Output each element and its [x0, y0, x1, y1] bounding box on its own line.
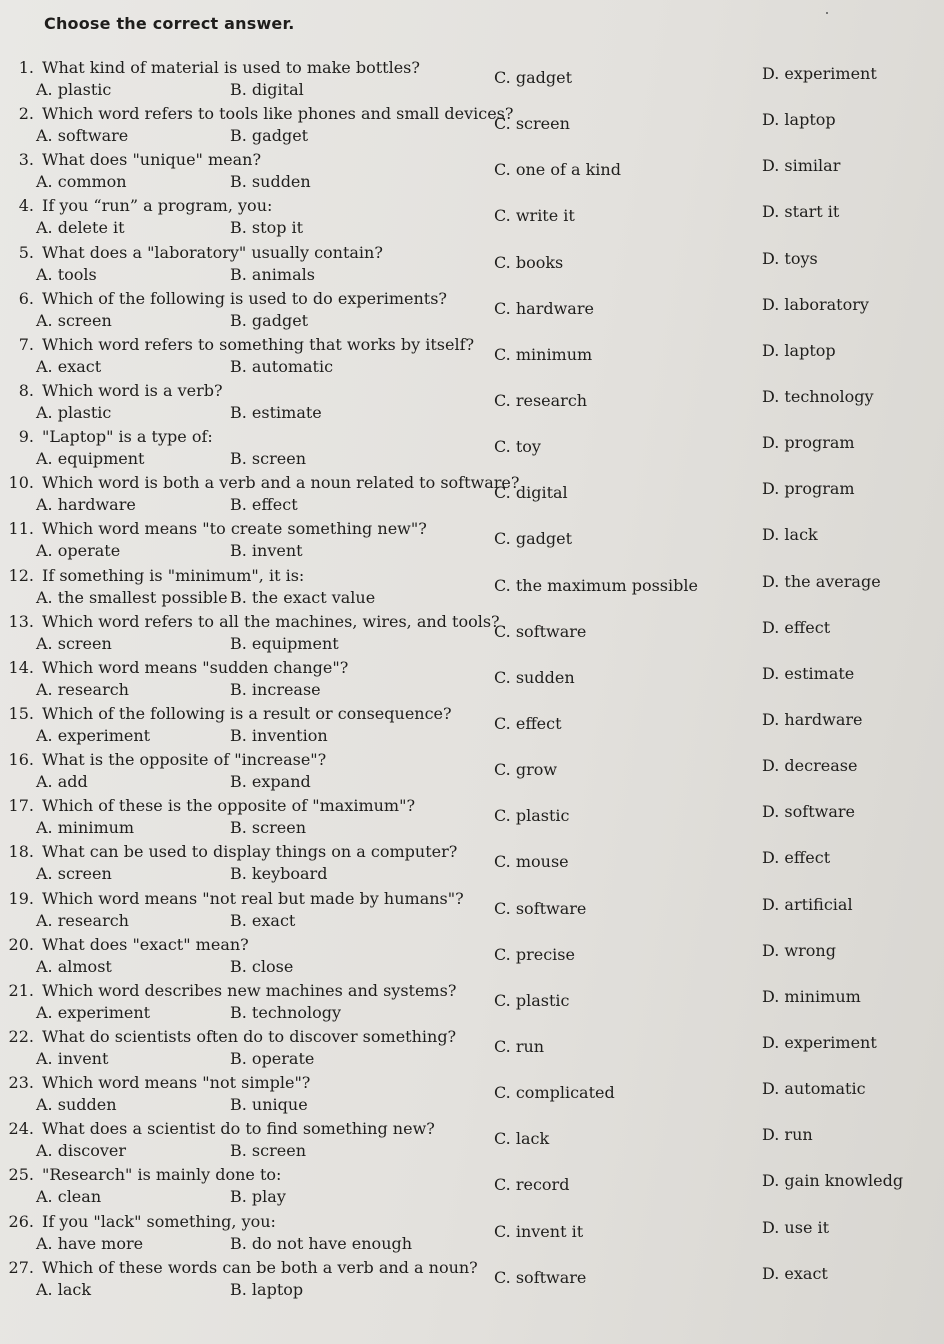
question-text [4, 842, 457, 861]
question-prompt: Which word refers to tools like phones and small devices? [42, 104, 514, 124]
option-a[interactable]: A. plastic [36, 402, 112, 422]
question-text [4, 1119, 435, 1138]
question-prompt: Which word refers to all the machines, wires, and tools? [42, 611, 500, 631]
question-number: 24. [8, 1119, 34, 1139]
option-d[interactable]: D. run [762, 1125, 813, 1145]
option-b[interactable]: B. increase [230, 679, 321, 699]
option-a[interactable]: A. exact [36, 356, 102, 376]
option-b[interactable]: B. digital [230, 80, 304, 99]
question-number: 23. [8, 1073, 34, 1093]
question-text [4, 473, 519, 492]
option-c[interactable]: C. run [494, 1036, 545, 1056]
option-b[interactable]: B. exact [230, 910, 296, 930]
question-prompt: What does "exact" mean? [42, 934, 249, 954]
option-b[interactable]: B. stop it [230, 218, 304, 238]
question-text [4, 381, 223, 400]
question-item [0, 1073, 944, 1119]
option-b[interactable]: B. screen [230, 449, 306, 469]
option-b[interactable]: B. laptop [230, 1279, 304, 1299]
question-item [0, 658, 944, 704]
question-number: 1. [18, 58, 34, 77]
option-d[interactable]: D. exact [762, 1263, 828, 1283]
option-b[interactable]: B. screen [230, 1141, 306, 1161]
question-number: 13. [8, 611, 34, 631]
question-number: 22. [8, 1026, 34, 1046]
question-text [4, 243, 383, 262]
option-b[interactable]: B. animals [230, 264, 315, 284]
option-b[interactable]: B. estimate [230, 402, 322, 422]
option-c[interactable]: C. gadget [494, 529, 573, 549]
option-a[interactable]: A. screen [36, 633, 112, 653]
option-b[interactable]: B. gadget [230, 310, 309, 330]
option-a[interactable]: A. clean [36, 1187, 102, 1207]
question-number: 18. [8, 842, 34, 862]
question-text [4, 750, 326, 769]
option-b[interactable]: B. screen [230, 818, 306, 838]
option-b[interactable]: B. technology [230, 1002, 342, 1022]
paper-speck [826, 12, 828, 14]
option-b[interactable]: B. gadget [230, 126, 309, 146]
question-prompt: If something is "minimum", it is: [42, 565, 305, 585]
question-number: 12. [8, 565, 34, 585]
question-text [4, 427, 213, 446]
question-item [0, 1212, 944, 1258]
question-prompt: What kind of material is used to make bottles? [42, 58, 420, 77]
question-item [0, 612, 944, 658]
option-c[interactable]: C. books [494, 252, 564, 272]
option-c[interactable]: C. the maximum possible [494, 575, 698, 595]
question-text [4, 935, 249, 954]
option-c[interactable]: C. grow [494, 760, 558, 780]
option-d[interactable]: D. use it [762, 1217, 830, 1237]
option-a[interactable]: A. screen [36, 310, 112, 330]
option-d[interactable]: D. toys [762, 248, 818, 268]
option-b[interactable]: B. keyboard [230, 864, 328, 884]
option-a[interactable]: A. almost [36, 956, 112, 976]
question-prompt: If you "lack" something, you: [42, 1211, 276, 1231]
question-prompt: Which word means "not real but made by humans"? [42, 888, 464, 908]
option-c[interactable]: C. software [494, 898, 587, 918]
question-number: 26. [8, 1211, 34, 1231]
option-d[interactable]: D. minimum [762, 986, 861, 1006]
question-item [0, 381, 944, 427]
option-b[interactable]: B. close [230, 956, 294, 976]
option-d[interactable]: D. decrease [762, 756, 858, 776]
question-number: 21. [8, 980, 34, 1000]
question-number: 20. [8, 934, 34, 954]
option-c[interactable]: C. plastic [494, 990, 570, 1010]
option-b[interactable]: B. play [230, 1187, 286, 1207]
option-c[interactable]: C. complicated [494, 1083, 615, 1103]
question-item [0, 704, 944, 750]
option-a[interactable]: A. hardware [36, 495, 136, 515]
question-prompt: Which of these is the opposite of "maximum"? [42, 796, 416, 816]
question-text [4, 1212, 276, 1231]
option-c[interactable]: C. invent it [494, 1221, 584, 1241]
option-b[interactable]: B. operate [230, 1048, 315, 1068]
option-d[interactable]: D. laboratory [762, 294, 869, 314]
question-item [0, 243, 944, 289]
question-text [4, 981, 456, 1000]
question-number: 3. [18, 150, 34, 170]
question-text [4, 1258, 478, 1277]
option-a[interactable]: A. screen [36, 864, 112, 884]
option-a[interactable]: A. equipment [36, 449, 145, 469]
option-a[interactable]: A. delete it [36, 218, 125, 238]
question-prompt: Which of these words can be both a verb and a noun? [42, 1257, 478, 1277]
question-prompt: Which word means "not simple"? [42, 1073, 311, 1093]
question-prompt: Which of the following is a result or consequence? [42, 703, 452, 723]
option-a[interactable]: A. discover [36, 1141, 127, 1161]
question-text [4, 1165, 281, 1184]
option-a[interactable]: A. add [36, 772, 88, 792]
question-prompt: Which word describes new machines and systems? [42, 980, 457, 1000]
question-number: 6. [18, 288, 34, 308]
question-text [4, 519, 427, 538]
option-a[interactable]: A. common [36, 172, 127, 192]
option-d[interactable]: D. hardware [762, 709, 863, 729]
option-c[interactable]: C. write it [494, 206, 575, 226]
option-a[interactable]: A. the smallest possible [36, 587, 228, 607]
question-number: 16. [8, 750, 34, 770]
question-item [0, 842, 944, 888]
question-item [0, 981, 944, 1027]
question-prompt: What do scientists often do to discover something? [42, 1026, 457, 1046]
option-d[interactable]: D. technology [762, 386, 874, 406]
option-b[interactable]: B. invention [230, 725, 328, 745]
option-c[interactable]: C. research [494, 390, 588, 410]
question-prompt: What does a scientist do to find something new? [42, 1119, 435, 1139]
question-text [4, 1027, 456, 1046]
question-item [0, 58, 944, 104]
question-text [4, 58, 420, 77]
option-a[interactable]: A. minimum [36, 818, 135, 838]
question-prompt: What does "unique" mean? [42, 150, 262, 170]
question-item [0, 473, 944, 519]
option-c[interactable]: C. software [494, 621, 587, 641]
option-d[interactable]: D. program [762, 433, 855, 453]
question-number: 15. [8, 703, 34, 723]
question-item [0, 935, 944, 981]
option-d[interactable]: D. start it [762, 202, 840, 222]
option-d[interactable]: D. software [762, 802, 855, 822]
option-d[interactable]: D. lack [762, 525, 818, 545]
option-d[interactable]: D. wrong [762, 940, 836, 960]
question-prompt: "Research" is mainly done to: [42, 1165, 282, 1185]
question-text [4, 335, 474, 354]
question-item [0, 335, 944, 381]
option-b[interactable]: B. the exact value [230, 587, 376, 607]
option-d[interactable]: D. the average [762, 571, 881, 591]
option-d[interactable]: D. estimate [762, 663, 855, 683]
option-a[interactable]: A. software [36, 126, 129, 146]
question-item [0, 1165, 944, 1211]
option-c[interactable]: C. hardware [494, 298, 594, 318]
option-a[interactable]: A. sudden [36, 1095, 117, 1115]
option-b[interactable]: B. unique [230, 1095, 308, 1115]
option-b[interactable]: B. expand [230, 772, 311, 792]
option-c[interactable]: C. plastic [494, 806, 570, 826]
option-c[interactable]: C. digital [494, 483, 568, 503]
question-prompt: Which of the following is used to do experiments? [42, 288, 447, 308]
question-item [0, 1258, 944, 1304]
question-text [4, 566, 304, 585]
question-prompt: Which word means "to create something new"? [42, 519, 427, 539]
question-number: 19. [8, 888, 34, 908]
question-item [0, 1119, 944, 1165]
question-prompt: Which word is a verb? [42, 380, 223, 400]
question-number: 5. [18, 242, 34, 262]
option-b[interactable]: B. automatic [230, 356, 334, 376]
question-prompt: "Laptop" is a type of: [42, 427, 213, 447]
option-a[interactable]: A. tools [36, 264, 97, 284]
option-c[interactable]: C. record [494, 1175, 570, 1195]
question-text [4, 704, 452, 723]
question-text [4, 658, 348, 677]
option-c[interactable]: C. one of a kind [494, 160, 621, 180]
instruction-heading: Choose the correct answer. [44, 14, 295, 33]
question-item [0, 427, 944, 473]
question-number: 14. [8, 657, 34, 677]
question-number: 25. [8, 1165, 34, 1185]
question-item [0, 566, 944, 612]
option-d[interactable]: D. similar [762, 156, 841, 176]
option-d[interactable]: D. laptop [762, 110, 836, 130]
question-text [4, 289, 447, 308]
option-d[interactable]: D. laptop [762, 340, 836, 360]
question-text [4, 1073, 310, 1092]
option-c[interactable]: C. lack [494, 1129, 550, 1149]
question-number: 11. [8, 519, 34, 539]
option-a[interactable]: A. have more [36, 1233, 144, 1253]
question-prompt: What can be used to display things on a computer? [42, 842, 458, 862]
option-b[interactable]: B. invent [230, 541, 303, 561]
option-d[interactable]: D. artificial [762, 894, 853, 914]
option-c[interactable]: C. toy [494, 437, 541, 457]
question-number: 27. [8, 1257, 34, 1277]
option-c[interactable]: C. minimum [494, 344, 593, 364]
option-a[interactable]: A. research [36, 910, 129, 930]
option-b[interactable]: B. do not have enough [230, 1233, 413, 1253]
option-d[interactable]: D. automatic [762, 1079, 866, 1099]
option-a[interactable]: A. invent [36, 1048, 109, 1068]
question-item [0, 796, 944, 842]
option-c[interactable]: C. screen [494, 114, 570, 134]
option-b[interactable]: B. sudden [230, 172, 311, 192]
question-text [4, 196, 272, 215]
question-number: 4. [18, 196, 34, 216]
option-a[interactable]: A. lack [36, 1279, 92, 1299]
option-a[interactable]: A. operate [36, 541, 121, 561]
question-prompt: Which word refers to something that works by itself? [42, 334, 475, 354]
option-d[interactable]: D. effect [762, 848, 831, 868]
option-d[interactable]: D. gain knowledg [762, 1171, 904, 1191]
question-text [4, 104, 513, 123]
question-prompt: Which word means "sudden change"? [42, 657, 349, 677]
question-item [0, 104, 944, 150]
option-d[interactable]: D. experiment [762, 64, 877, 83]
question-item [0, 519, 944, 565]
question-text [4, 150, 261, 169]
question-prompt: Which word is both a verb and a noun related to software? [42, 473, 520, 493]
option-a[interactable]: A. experiment [36, 725, 151, 745]
question-number: 7. [18, 334, 34, 354]
option-d[interactable]: D. program [762, 479, 855, 499]
option-c[interactable]: C. sudden [494, 667, 575, 687]
option-c[interactable]: C. software [494, 1267, 587, 1287]
option-a[interactable]: A. research [36, 679, 129, 699]
option-d[interactable]: D. effect [762, 617, 831, 637]
option-c[interactable]: C. gadget [494, 68, 573, 87]
option-c[interactable]: C. effect [494, 713, 562, 733]
question-number: 17. [8, 796, 34, 816]
question-item [0, 196, 944, 242]
question-item [0, 150, 944, 196]
question-prompt: What does a "laboratory" usually contain? [42, 242, 383, 262]
question-prompt: If you “run” a program, you: [42, 196, 273, 216]
question-item [0, 750, 944, 796]
question-number: 2. [18, 104, 34, 124]
option-d[interactable]: D. experiment [762, 1032, 877, 1052]
question-number: 8. [18, 380, 34, 400]
question-prompt: What is the opposite of "increase"? [42, 750, 327, 770]
question-item [0, 1027, 944, 1073]
question-text [4, 796, 415, 815]
question-number: 10. [8, 473, 34, 493]
question-text [4, 612, 500, 631]
question-item [0, 889, 944, 935]
question-list [0, 58, 944, 1304]
option-a[interactable]: A. experiment [36, 1002, 151, 1022]
question-text [4, 889, 464, 908]
option-b[interactable]: B. equipment [230, 633, 339, 653]
option-c[interactable]: C. mouse [494, 852, 569, 872]
option-a[interactable]: A. plastic [36, 80, 112, 99]
question-number: 9. [18, 427, 34, 447]
question-item [0, 289, 944, 335]
option-b[interactable]: B. effect [230, 495, 298, 515]
option-c[interactable]: C. precise [494, 944, 575, 964]
